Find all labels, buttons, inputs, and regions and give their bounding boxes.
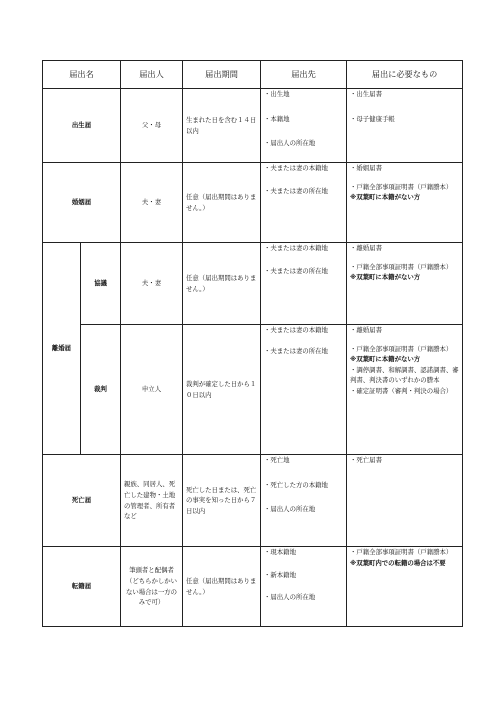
table-row-divorce-court: [43, 325, 463, 455]
header-row: [43, 61, 463, 89]
required-items: ・死亡届書: [347, 455, 463, 547]
notifier: 父・母: [121, 89, 183, 163]
required-items: ・婚姻届書 ・戸籍全部事項証明書（戸籍謄本） ※双葉町に本籍がない方: [347, 163, 463, 243]
notifier: 筆頭者と配偶者（どちらかしかいない場合は一方のみで可）: [121, 547, 183, 627]
deadline: 任意（届出期間はありません。）: [183, 243, 261, 325]
destination-list: ・夫または妻の本籍地 ・夫または妻の所在地: [261, 325, 347, 455]
deadline: 裁判が確定した日から１０日以内: [183, 325, 261, 455]
header-person: 届出人: [121, 61, 183, 89]
form-name: 転籍届: [43, 547, 121, 627]
header-period: 届出期間: [183, 61, 261, 89]
required-items: ・戸籍全部事項証明書（戸籍謄本） ※双葉町内での転籍の場合は不要: [347, 547, 463, 627]
required-items: ・出生届書 ・母子健康手帳: [347, 89, 463, 163]
registration-table: [42, 60, 463, 627]
deadline: 任意（届出期間はありません。）: [183, 163, 261, 243]
destination-list: ・出生地 ・本籍地 ・届出人の所在地: [261, 89, 347, 163]
divorce-type: 協議: [81, 243, 121, 325]
notifier: 親族、同居人、死亡した建物・土地の管理者、所有者など: [121, 455, 183, 547]
required-items: ・離婚届書 ・戸籍全部事項証明書（戸籍謄本） ※双葉町に本籍がない方: [347, 243, 463, 325]
notifier: 申立人: [121, 325, 183, 455]
table-row-transfer: [43, 547, 463, 627]
form-name: 死亡届: [43, 455, 121, 547]
destination-list: ・夫または妻の本籍地 ・夫または妻の所在地: [261, 163, 347, 243]
form-name: 婚姻届: [43, 163, 121, 243]
destination-list: ・夫または妻の本籍地 ・夫または妻の所在地: [261, 243, 347, 325]
deadline: 任意（届出期間はありません。）: [183, 547, 261, 627]
destination-list: ・死亡地 ・死亡した方の本籍地 ・届出人の所在地: [261, 455, 347, 547]
table-row-marriage: [43, 163, 463, 243]
divorce-type: 裁判: [81, 325, 121, 455]
deadline: 生まれた日を含む１４日以内: [183, 89, 261, 163]
required-items: ・離婚届書 ・戸籍全部事項証明書（戸籍謄本） ※双葉町に本籍がない方 ・調停調書、和解調書、認諾調書、審判書、判決書のいずれかの謄本 ・確定証明書（審判・判決の場合）: [347, 325, 463, 455]
form-name: 離婚届: [43, 243, 81, 455]
notifier: 夫・妻: [121, 163, 183, 243]
notifier: 夫・妻: [121, 243, 183, 325]
header-destination: 届出先: [261, 61, 347, 89]
deadline: 死亡した日または、死亡の事実を知った日から７日以内: [183, 455, 261, 547]
header-required-items: 届出に必要なもの: [347, 61, 463, 89]
table-row-birth: [43, 89, 463, 163]
destination-list: ・現本籍地 ・新本籍地 ・届出人の所在地: [261, 547, 347, 627]
header-name: 届出名: [43, 61, 121, 89]
table-row-death: [43, 455, 463, 547]
table-row-divorce-agreement: [43, 243, 463, 325]
form-name: 出生届: [43, 89, 121, 163]
